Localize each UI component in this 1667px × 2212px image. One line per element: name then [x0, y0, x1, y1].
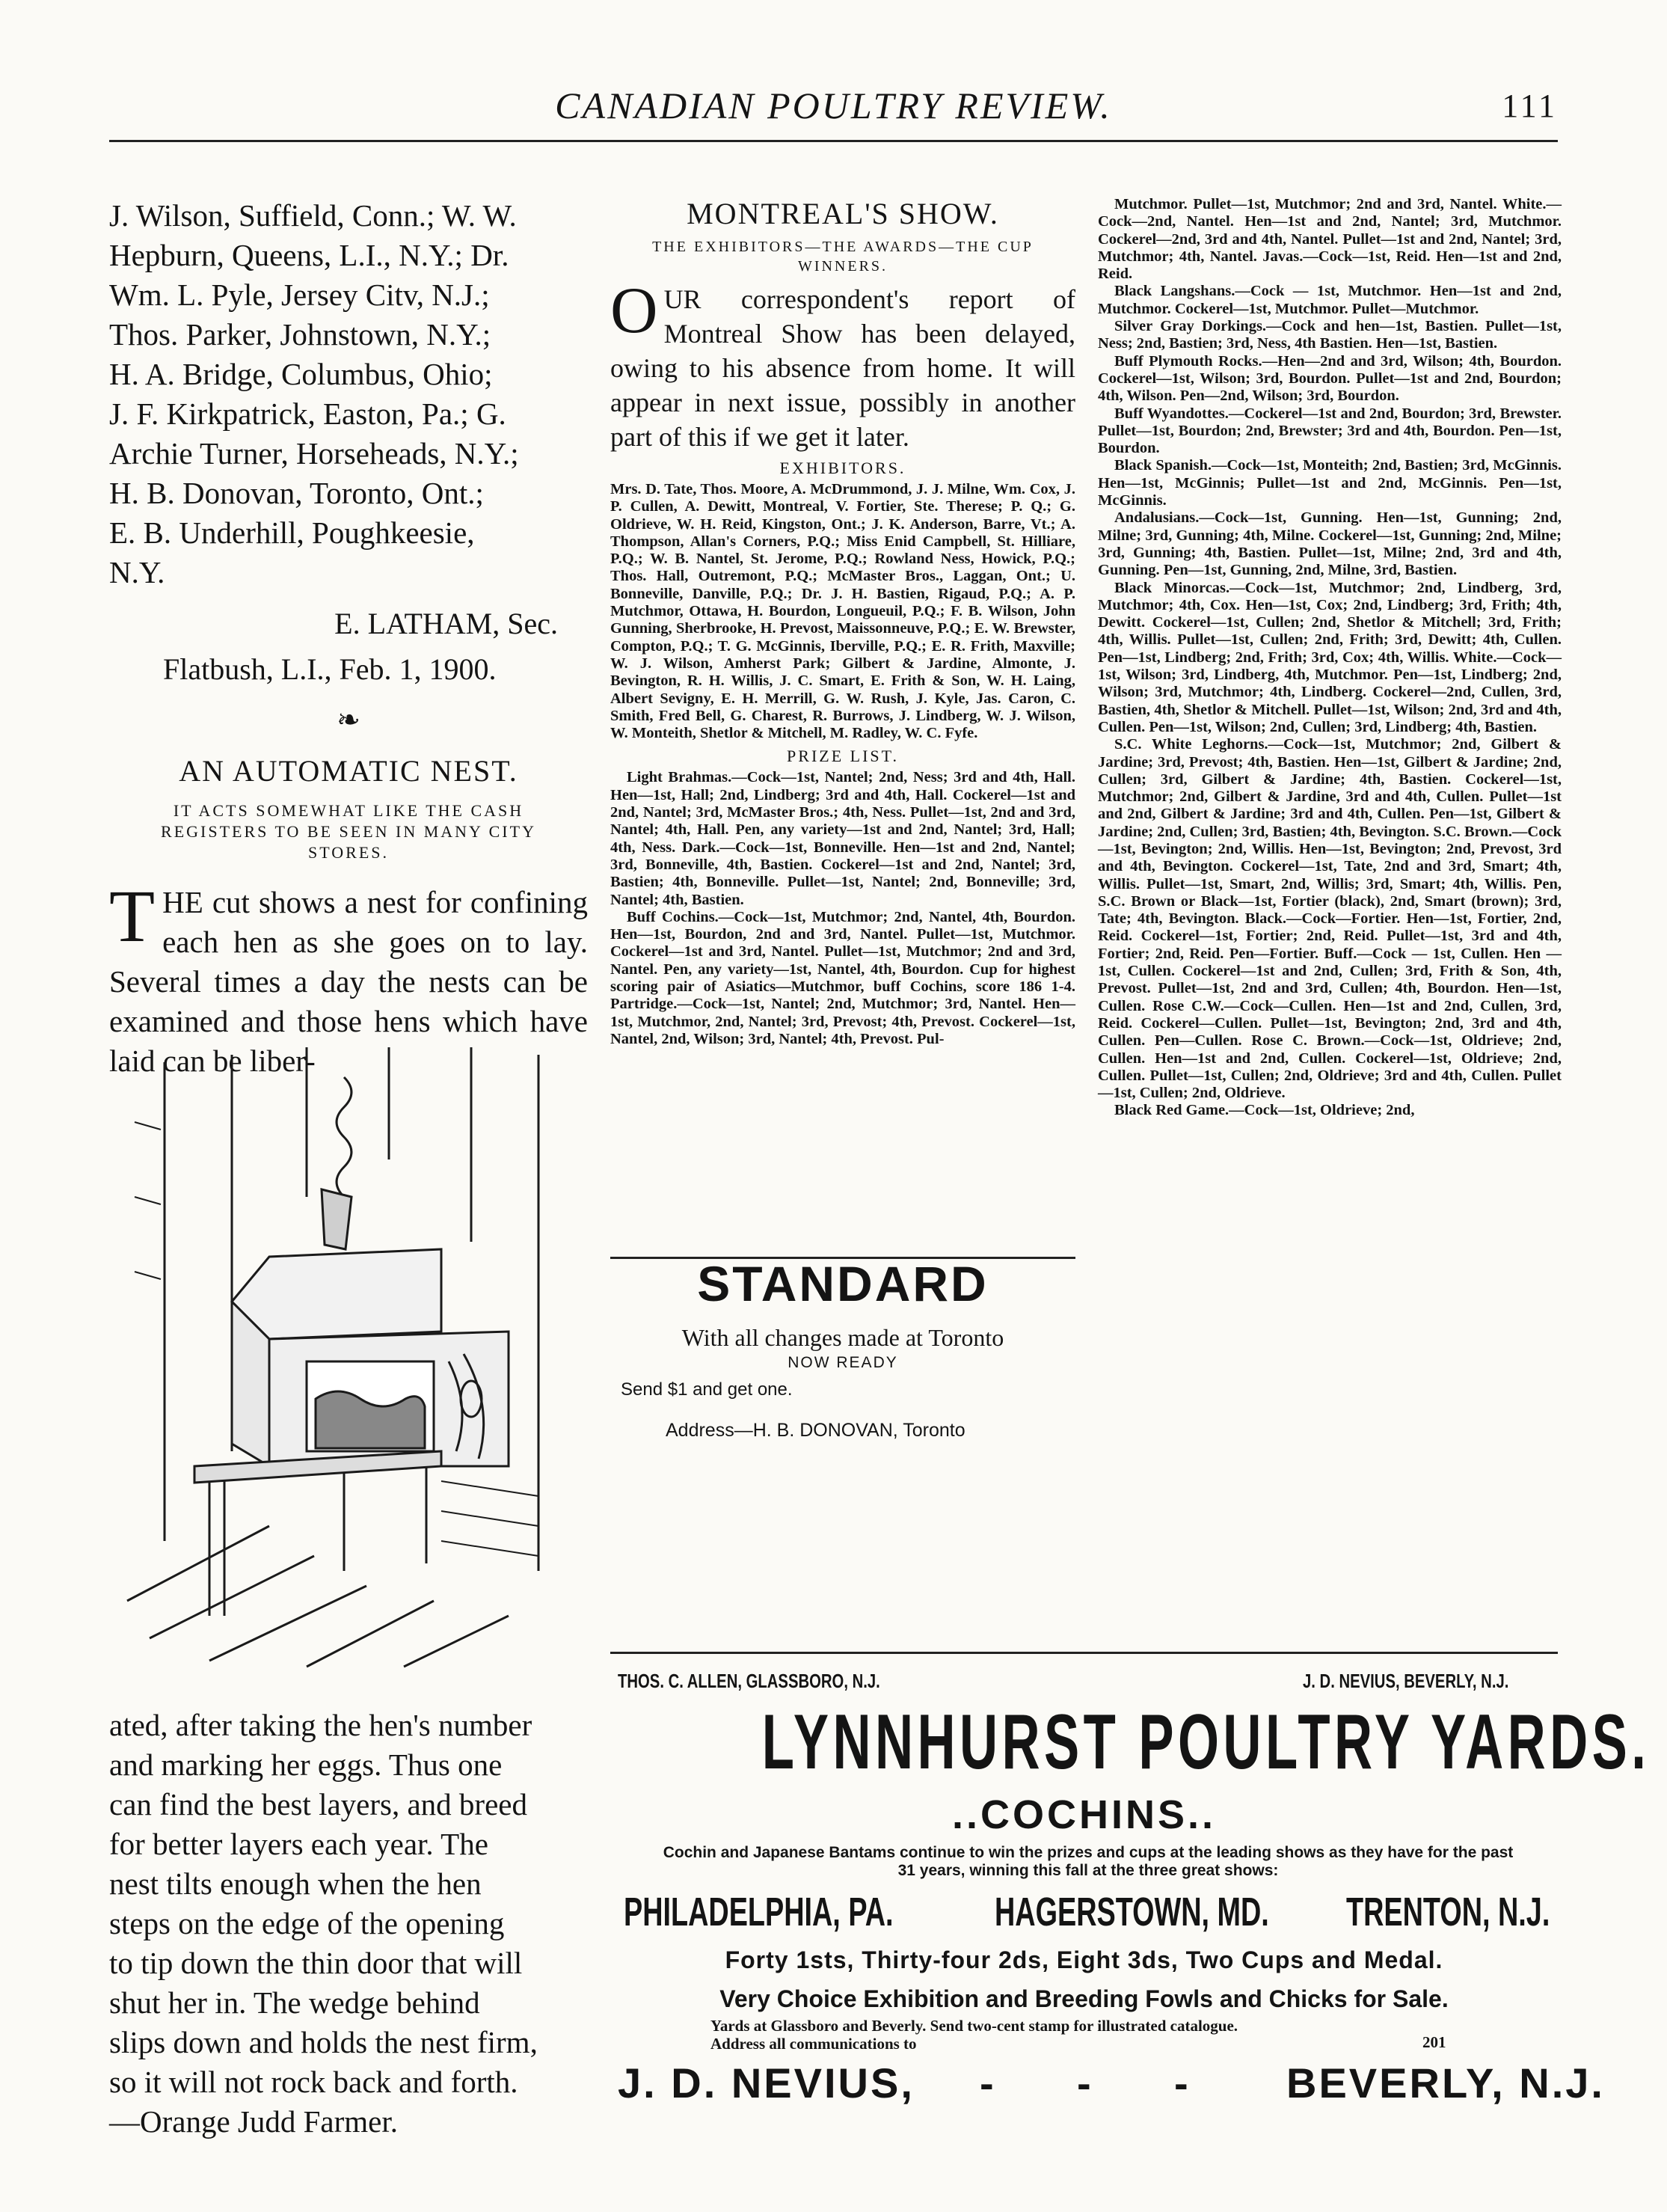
prize-paragraph: Light Brahmas.—Cock—1st, Nantel; 2nd, Ness; 3rd and 4th, Hall. Hen—1st, Hall; 2nd, Lindberg; 3rd and 4th, Hall. Cockerel—1st and 2nd, Nantel; 3rd, McMaster Bros.; 4th, Ness. Pullet—1st, 2nd and 3rd, Nantel; 4th, Hall. Pen, any variety—1st and 2nd, Nantel; 3rd, Hall; 4th, Ness. Dark.—Cock—1st, Bonneville. Hen—1st and 2nd, Nantel; 3rd, Bonneville, 4th, Bastien. Cockerel—1st and 2nd, Nantel; 3rd, Bastien; 4th, Bonneville. Pullet—1st, Nantel; 2nd, Bonneville; 3rd, Nantel; 4th, Bastien. [610, 769, 1075, 908]
column-1-bottom [109, 1706, 588, 2142]
prize-paragraph: Silver Gray Dorkings.—Cock and hen—1st, Bastien. Pullet—1st, Ness; 2nd, Bastien; 3rd, Ness, 4th Bastien. Hen—1st, Bastien. [1098, 318, 1562, 352]
dateline: Flatbush, L.I., Feb. 1, 1900. [163, 652, 497, 686]
nest-heading: AN AUTOMATIC NEST. [179, 754, 518, 788]
column-3 [1098, 196, 1562, 1120]
text-line: ated, after taking the hen's number [109, 1708, 532, 1742]
exhibitors-heading: EXHIBITORS. [779, 459, 906, 477]
text-line: H. A. Bridge, Columbus, Ohio; [109, 357, 493, 391]
text-line: Wm. L. Pyle, Jersey Citv, N.J.; [109, 278, 490, 312]
text-line: shut her in. The wedge behind [109, 1985, 480, 2020]
automatic-nest-illustration [120, 1047, 598, 1668]
lynnhurst-ad-rule [610, 1652, 1558, 1654]
prize-paragraph: Mutchmor. Pullet—1st, Mutchmor; 2nd and 3rd, Nantel. White.—Cock—2nd, Nantel. Hen—1st and 2nd, Nantel; 3rd, Mutchmor. Cockerel—2nd, 3rd and 4th, Nantel. Pullet—1st and 2nd, Nantel; 3rd, Mutchmor; 4th, Nantel. Javas.—Cock—1st, Reid. Hen—1st and 2nd, Reid. [1098, 196, 1562, 283]
prize-paragraph: Buff Plymouth Rocks.—Hen—2nd and 3rd, Wilson; 4th, Bourdon. Cockerel—1st, Wilson; 3rd, Bourdon. Pullet—1st and 2nd, Bourdon; 4th, Wilson. Pen—2nd, Wilson; 3rd, Bourdon. [1098, 352, 1562, 405]
montreal-subheading: THE EXHIBITORS—THE AWARDS—THE CUP WINNERS. [652, 239, 1034, 275]
prize-list-heading: PRIZE LIST. [787, 747, 899, 766]
ad-note-line2: Address all communications to [710, 2035, 917, 2053]
montreal-intro-text: UR correspondent's report of Montreal Show has been delayed, owing to his absence from home. It will appear in next issue, possibly in another part of this if we get it later. [610, 284, 1075, 452]
ad-dash: - [1077, 2059, 1091, 2107]
text-line: to tip down the thin door that will [109, 1946, 523, 1980]
prize-paragraph: Andalusians.—Cock—1st, Gunning. Hen—1st, Gunning; 2nd, Milne; 3rd, Gunning; 4th, Milne. Cockerel—1st, Gunning; 2nd, Milne; 3rd, Gunning; 4th, Bastien. Pullet—1st, Milne; 2nd, 3rd and 4th, Gunning. Pen—1st, Gunning, 2nd, Milne, 3rd, Bastien. [1098, 509, 1562, 579]
prize-paragraph: Black Langshans.—Cock — 1st, Mutchmor. Hen—1st and 2nd, Mutchmor. Cockerel—1st, Mutchmor. Pullet—Mutchmor. [1098, 283, 1562, 317]
text-line: Archie Turner, Horseheads, N.Y.; [109, 436, 519, 471]
ad-note-number: 201 [1422, 2033, 1446, 2051]
ad-owner-left: THOS. C. ALLEN, GLASSBORO, N.J. [618, 1670, 880, 1692]
ad-city-hagerstown: HAGERSTOWN, MD. [995, 1890, 1269, 1934]
text-line: —Orange Judd Farmer. [109, 2104, 398, 2139]
column-1-top [109, 196, 588, 1081]
text-line: Hepburn, Queens, L.I., N.Y.; Dr. [109, 238, 509, 272]
ad-note-line1: Yards at Glassboro and Beverly. Send two-cent stamp for illustrated catalogue. [710, 2017, 1238, 2035]
text-line: slips down and holds the nest firm, [109, 2025, 538, 2059]
ornament-leaf: ❧ [337, 705, 360, 736]
text-line: for better layers each year. The [109, 1827, 488, 1861]
text-line: N.Y. [109, 555, 165, 589]
prize-paragraph: Buff Cochins.—Cock—1st, Mutchmor; 2nd, Nantel, 4th, Bourdon. Hen—1st, Bourdon, 2nd and 3rd, Nantel. Pullet—1st, Mutchmor. Cockerel—1st and 3rd, Nantel. Pullet—1st, Mutchmor; 2nd and 3rd, Nantel. Pen, any variety—1st, Nantel, 4th, Bourdon. Cup for highest scoring pair of Asiatics—Mutchmor, buff Cochins, score 186 1-4. Partridge.—Cock—1st, Nantel; 2nd, Mutchmor; 3rd, Nantel. Hen—1st, Mutchmor, 2nd, Nantel; 3rd, Prevost; 4th, Prevost. Cockerel—1st, Nantel, 2nd, Wilson; 3rd, Nantel; 4th, Prevost. Pul- [610, 908, 1075, 1047]
text-line: nest tilts enough when the hen [109, 1866, 482, 1901]
nest-subheading: IT ACTS SOMEWHAT LIKE THE CASH REGISTERS TO BE SEEN IN MANY CITY STORES. [161, 801, 536, 862]
prize-paragraph: Black Red Game.—Cock—1st, Oldrieve; 2nd, [1114, 1102, 1415, 1119]
exhibitors-list: Mrs. D. Tate, Thos. Moore, A. McDrummond, J. J. Milne, Wm. Cox, J. P. Cullen, A. Dewitt, Montreal, V. Fortier, Ste. Therese; P. Q.; G. Oldrieve, W. H. Reid, Kingston, Ont.; J. K. Anderson, Barre, Vt.; A. Thompson, Allan's Corners, P.Q.; Miss Enid Campbell, St. Hilliare, P.Q.; W. B. Nantel, St. Jerome, P.Q.; Rowland Ness, Howick, P.Q.; Thos. Hall, Outremont, P.Q.; McMaster Bros., Laggan, Ont.; U. Bonneville, Danville, P.Q.; Dr. J. H. Bastien, Rigaud, P.Q.; A. P. Mutchmor, Ottawa, H. Bourdon, Longueuil, P.Q.; F. B. Wilson, John Gunning, Sherbrooke, H. Prevost, Maissonneuve, P.Q.; E. W. Brewster, Compton, P.Q.; T. G. McGinnis, Iberville, P.Q.; E. R. Frith, Maxville; W. J. Wilson, Amherst Park; Gilbert & Jardine, Almonte, J. Bevington, R. H. Willis, J. C. Smart, E. Frith & Son, W. H. Laing, Albert Sevigny, E. H. Merrill, G. W. Rush, J. Kyle, Jas. Caron, C. Smith, Fred Bell, G. Charest, R. Burrows, J. Lindberg, W. J. Wilson, W. Monteith, Shetlor & Mitchell, M. Radley, W. C. Fyfe. [610, 481, 1075, 742]
member-list [109, 196, 588, 592]
text-line: H. B. Donovan, Toronto, Ont.; [109, 476, 484, 510]
montreal-intro [610, 275, 1075, 454]
standard-ad-line3: Send $1 and get one. [621, 1379, 793, 1400]
ad-intro: Cochin and Japanese Bantams continue to win the prizes and cups at the leading shows as they have for the past 31 years, winning this fall at the three great shows: [663, 1844, 1514, 1879]
ad-record: Forty 1sts, Thirty-four 2ds, Eight 3ds, Two Cups and Medal. [725, 1946, 1443, 1973]
text-line: so it will not rock back and forth. [109, 2065, 518, 2099]
prize-paragraph: Buff Wyandottes.—Cockerel—1st and 2nd, Bourdon; 3rd, Brewster. Pullet—1st, Bourdon; 2nd, Brewster; 3rd and 4th, Bourdon. Pen—1st, Bourdon. [1098, 405, 1562, 457]
column-2 [610, 196, 1075, 1048]
nest-paragraph-2 [109, 1706, 588, 2142]
prize-paragraph: Black Spanish.—Cock—1st, Monteith; 2nd, Bastien; 3rd, McGinnis. Hen—1st, McGinnis; Pullet—1st and 2nd, McGinnis. Pen—1st, McGinnis. [1098, 457, 1562, 509]
ad-city-trenton: TRENTON, N.J. [1346, 1890, 1550, 1934]
signature: E. LATHAM, Sec. [334, 607, 558, 640]
header-rule [109, 140, 1558, 142]
ad-note [710, 2017, 1458, 2053]
text-line: J. F. Kirkpatrick, Easton, Pa.; G. [109, 396, 506, 431]
ad-sale-line: Very Choice Exhibition and Breeding Fowls and Chicks for Sale. [719, 1985, 1449, 2012]
nest-dropcap: T [109, 874, 156, 958]
text-line: can find the best layers, and breed [109, 1787, 527, 1822]
text-line: Thos. Parker, Johnstown, N.Y.; [109, 317, 491, 352]
running-header-title: CANADIAN POULTRY REVIEW. [555, 85, 1112, 126]
standard-ad-address: Address—H. B. DONOVAN, Toronto [666, 1420, 965, 1441]
text-line: E. B. Underhill, Poughkeesie, [109, 515, 475, 550]
nest-paragraph-1-text: HE cut shows a nest for confining each hen as she goes on to lay. Several times a day the nests can be examined and those hens which have laid can be liber- [109, 885, 588, 1078]
standard-ad-line1: With all changes made at Toronto [681, 1324, 1004, 1351]
ad-dash: - [1174, 2059, 1188, 2107]
text-line: J. Wilson, Suffield, Conn.; W. W. [109, 198, 517, 233]
ad-dash: - [980, 2059, 994, 2107]
ad-title: LYNNHURST POULTRY YARDS. [761, 1699, 1651, 1786]
ad-city-philadelphia: PHILADELPHIA, PA. [624, 1890, 894, 1934]
ad-breed: ..COCHINS.. [951, 1792, 1217, 1837]
ad-owner-right: J. D. NEVIUS, BEVERLY, N.J. [1303, 1670, 1509, 1692]
ad-bottom-place: BEVERLY, N.J. [1286, 2059, 1605, 2107]
prize-paragraph: Black Minorcas.—Cock—1st, Mutchmor; 2nd, Lindberg, 3rd, Mutchmor; 4th, Cox. Hen—1st, Cox; 2nd, Lindberg; 3rd, Frith; 4th, Dewitt. Cockerel—1st, Cullen; 2nd, Shetlor & Mitchell; 3rd, Frith; 4th, Willis. Pullet—1st, Cullen; 2nd, Frith; 3rd, Dewitt; 4th, Cullen. Pen—1st, Lindberg; 2nd, Frith; 3rd, Cox; 4th, Willis. White.—Cock—1st, Wilson; 3rd, Lindberg, 4th, Mutchmor. Pen—1st, Lindberg; 2nd, Wilson; 3rd, Mutchmor; 4th, Lindberg. Cockerel—2nd, Cullen, 3rd, Bastien, 4th, Shetlor & Mitchell. Pullet—1st, Wilson; 2nd, 3rd and 4th, Cullen. Pen—1st, Wilson; 2nd, Cullen; 3rd, Lindberg; 4th, Bastien. [1098, 579, 1562, 735]
text-line: and marking her eggs. Thus one [109, 1747, 503, 1782]
standard-ad-line2: NOW READY [788, 1354, 898, 1371]
standard-ad-title: STANDARD [697, 1256, 989, 1311]
montreal-heading: MONTREAL'S SHOW. [687, 197, 999, 230]
prize-paragraph: S.C. White Leghorns.—Cock—1st, Mutchmor; 2nd, Gilbert & Jardine; 3rd, Prevost; 4th, Bastien. Hen—1st, Gilbert & Jardine; 2nd, Cullen; 3rd, Gilbert & Jardine; 4th, Bastien. Cockerel—1st, Mutchmor; 2nd, Gilbert & Jardine, 3rd and 4th, Cullen. Pullet—1st and 2nd, Gilbert & Jardine; 3rd and 4th, Cullen. Pen—1st, Gilbert & Jardine; 2nd, Cullen; 3rd, Bastien; 4th, Bevington. S.C. Brown.—Cock—1st, Bevington; 2nd, Willis. Hen—1st, Bevington; 2nd, Prevost, 3rd and 4th, Bevington. Cockerel—1st, Tate, 2nd and 3rd, Smart; 4th, Willis. Pullet—1st, Smart, 2nd, Willis; 3rd, Smart; 4th, Willis. Pen, S.C. Brown or Black—1st, Fortier (black), 2nd, Smart (brown); 3rd, Tate; 4th, Bevington. Black.—Cock—Fortier. Hen—1st, Fortier, 2nd, Reid. Cockerel—1st, Fortier; 2nd, Reid. Pullet—1st, 3rd and 4th, Fortier; 2nd, Reid. Pen—Fortier. Buff.—Cock — 1st, Cullen. Hen — 1st, Cullen. Cockerel—1st and 2nd, Cullen; 3rd, Frith & Son, 4th, Prevost. Pullet—1st, 2nd and 3rd, Cullen; 4th, Bourdon. Hen—1st, Cullen. Rose C.W.—Cock—Cullen. Hen—1st and 2nd, Cullen, 3rd, Reid. Cockerel—Cullen. Pullet—1st, Bevington; 2nd, 3rd and 4th, Cullen. Pen—Cullen. Rose C. Brown.—Cock—1st, Oldrieve; 2nd, Cullen. Hen—1st and 2nd, Cullen. Cockerel—1st, Oldrieve; 2nd, Cullen. Pullet—1st, Cullen; 2nd, Oldrieve; 3rd and 4th, Cullen. Pullet—1st, Cullen; 2nd, Oldrieve. [1098, 736, 1562, 1102]
ad-bottom-name: J. D. NEVIUS, [618, 2059, 915, 2107]
text-line: steps on the edge of the opening [109, 1906, 505, 1940]
page-number: 111 [1502, 88, 1558, 124]
montreal-dropcap: O [610, 275, 658, 347]
